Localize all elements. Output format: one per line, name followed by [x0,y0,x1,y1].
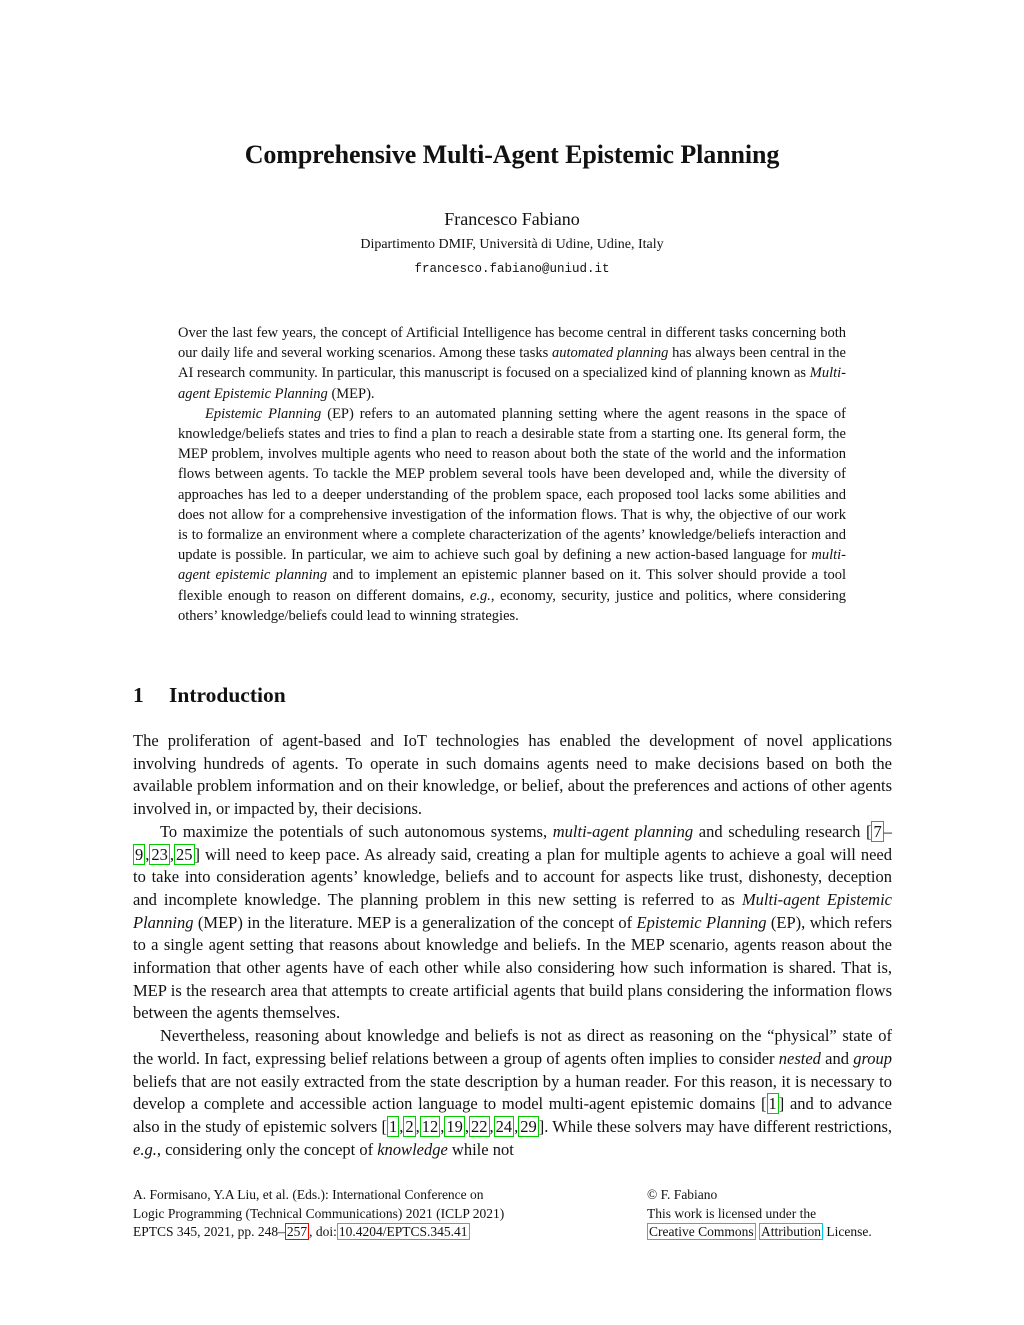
abstract-paragraph-2: Epistemic Planning (EP) refers to an automated planning setting where the agent reasons in the space of knowledge/beliefs states and tries to find a plan to reach a desirable state from a starting one. Its general form, the MEP problem, involves multiple agents who need to reason about both the state of the world and the information flows between agents. To tackle the MEP problem several tools have been developed and, while the diversity of approaches has led to a deeper understanding of the problem space, each proposed tool lacks some abilities and does not allow for a comprehensive investigation of the information flows. That is why, the objective of our work is to formalize an environment where a complete characterization of the agents’ knowledge/beliefs interaction and update is possible. In particular, we aim to achieve such goal by defining a new action-based language for multi-agent epistemic planning and to implement an epistemic planner based on it. This solver should provide a tool flexible enough to reason on different domains, e.g., economy, security, justice and politics, where considering others’ knowledge/beliefs could lead to winning strategies. [178,405,847,624]
introduction-body [133,730,892,1161]
footer-line: This work is licensed under the [647,1205,817,1221]
author-name: Francesco Fabiano [444,209,580,229]
citation-link[interactable]: 29 [520,1116,537,1136]
citation-link[interactable]: 2 [405,1116,414,1136]
footer-publication-info [133,1186,504,1242]
citation-link[interactable]: 19 [446,1116,463,1136]
section-number: 1 [133,683,144,707]
abstract-paragraph-1: Over the last few years, the concept of Artificial Intelligence has become central in different tasks concerning both our daily life and several working scenarios. Among these tasks automated planning has always been central in the AI research community. In particular, this manuscript is focused on a specialized kind of planning known as Multi-agent Epistemic Planning (MEP). [178,325,846,402]
citation-link[interactable]: 9 [135,844,144,864]
abstract [178,323,846,626]
footer-license-info [647,1186,872,1242]
citation-link[interactable]: 7 [873,821,882,841]
footer-line: Creative Commons Attribution License. [649,1224,872,1240]
citation-link[interactable]: 1 [768,1094,777,1114]
footer-line: EPTCS 345, 2021, pp. 248– 257 , doi: 10.4204/EPTCS.345.41 [133,1224,468,1240]
citation-link[interactable]: 25 [176,844,193,864]
section-title: Introduction [169,683,286,707]
citation-link[interactable]: 22 [471,1116,488,1136]
intro-paragraph-2: To maximize the potentials of such autonomous systems, multi-agent planning and scheduling research [ 7 –9 , 23 , 25 ] will need to keep pace. As already said, creating a plan for multiple agents to achieve a goal will need to take into consideration agents’ knowledge, beliefs and to account for aspects like trust, dishonesty, deception and incomplete knowledge. The planning problem in this new setting is referred to as Multi-agent Epistemic Planning (MEP) in the literature. MEP is a generalization of the concept of Epistemic Planning (EP), which refers to a single agent setting that reasons about knowledge and beliefs. In the MEP scenario, agents reason about the information that other agents have of each other while also considering how such information is shared. That is, MEP is the research area that attempts to create artificial agents that build plans considering the information flows between the agents themselves. [133,821,892,1023]
attribution-link[interactable]: Attribution [761,1224,821,1240]
copyright-line: © F. Fabiano [647,1187,718,1202]
citation-link[interactable]: 1 [389,1116,398,1136]
footer-line: A. Formisano, Y.A Liu, et al. (Eds.): International Conference on [133,1187,484,1202]
intro-paragraph-1: The proliferation of agent-based and IoT technologies has enabled the development of novel applications involving hundreds of agents. To operate in such domains agents need to make decisions based on both the available problem information and on their knowledge, or belief, about the preferences and actions of other agents involved in, or impacted by, their decisions. [133,731,892,819]
section-heading-introduction [133,683,286,708]
paper-title: Comprehensive Multi-Agent Epistemic Planning [244,140,780,169]
doi-link[interactable]: 10.4204/EPTCS.345.41 [338,1224,468,1240]
page-end-link[interactable]: 257 [286,1224,308,1240]
creative-commons-link[interactable]: Creative Commons [649,1224,754,1240]
intro-paragraph-3: Nevertheless, reasoning about knowledge and beliefs is not as direct as reasoning on the “physical” state of the world. In fact, expressing belief relations between a group of agents often implies to consider nested and group beliefs that are not easily extracted from the state description by a human reader. For this reason, it is necessary to develop a complete and accessible action language to model multi-agent epistemic domains [ 1 ] and to advance also in the study of epistemic solvers [ 1 , 2 , 12 , 19 , 22 , 24 , 29 ]. While these solvers may have different restrictions, e.g., considering only the concept of knowledge while not [133,1026,893,1159]
citation-link[interactable]: 12 [421,1116,439,1136]
author-affiliation: Dipartimento DMIF, Università di Udine, Udine, Italy [360,237,664,252]
footer-line: Logic Programming (Technical Communications) 2021 (ICLP 2021) [133,1205,505,1221]
citation-link[interactable]: 24 [495,1116,513,1136]
author-email[interactable]: francesco.fabiano@uniud.it [414,262,610,276]
citation-link[interactable]: 23 [151,844,168,864]
